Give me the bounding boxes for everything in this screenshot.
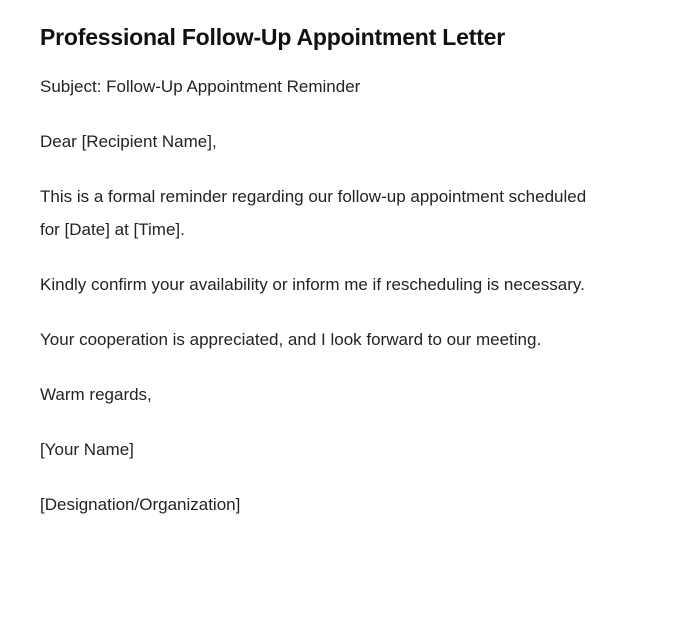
letter-title: Professional Follow-Up Appointment Letter bbox=[40, 24, 506, 50]
letter-paragraph: This is a formal reminder regarding our follow-up appointment scheduled for [Date] at [Time]. bbox=[40, 187, 587, 239]
letter-paragraph: Your cooperation is appreciated, and I look forward to our meeting. bbox=[40, 330, 542, 349]
letter-subject-line: Subject: Follow-Up Appointment Reminder bbox=[40, 77, 361, 96]
letter-salutation: Dear [Recipient Name], bbox=[40, 132, 217, 151]
letter-signature-name: [Your Name] bbox=[40, 440, 134, 459]
letter-paragraph: Kindly confirm your availability or inform me if rescheduling is necessary. bbox=[40, 275, 585, 294]
letter-body bbox=[40, 70, 660, 521]
letter-signature-designation: [Designation/Organization] bbox=[40, 495, 241, 514]
letter-closing: Warm regards, bbox=[40, 385, 152, 404]
